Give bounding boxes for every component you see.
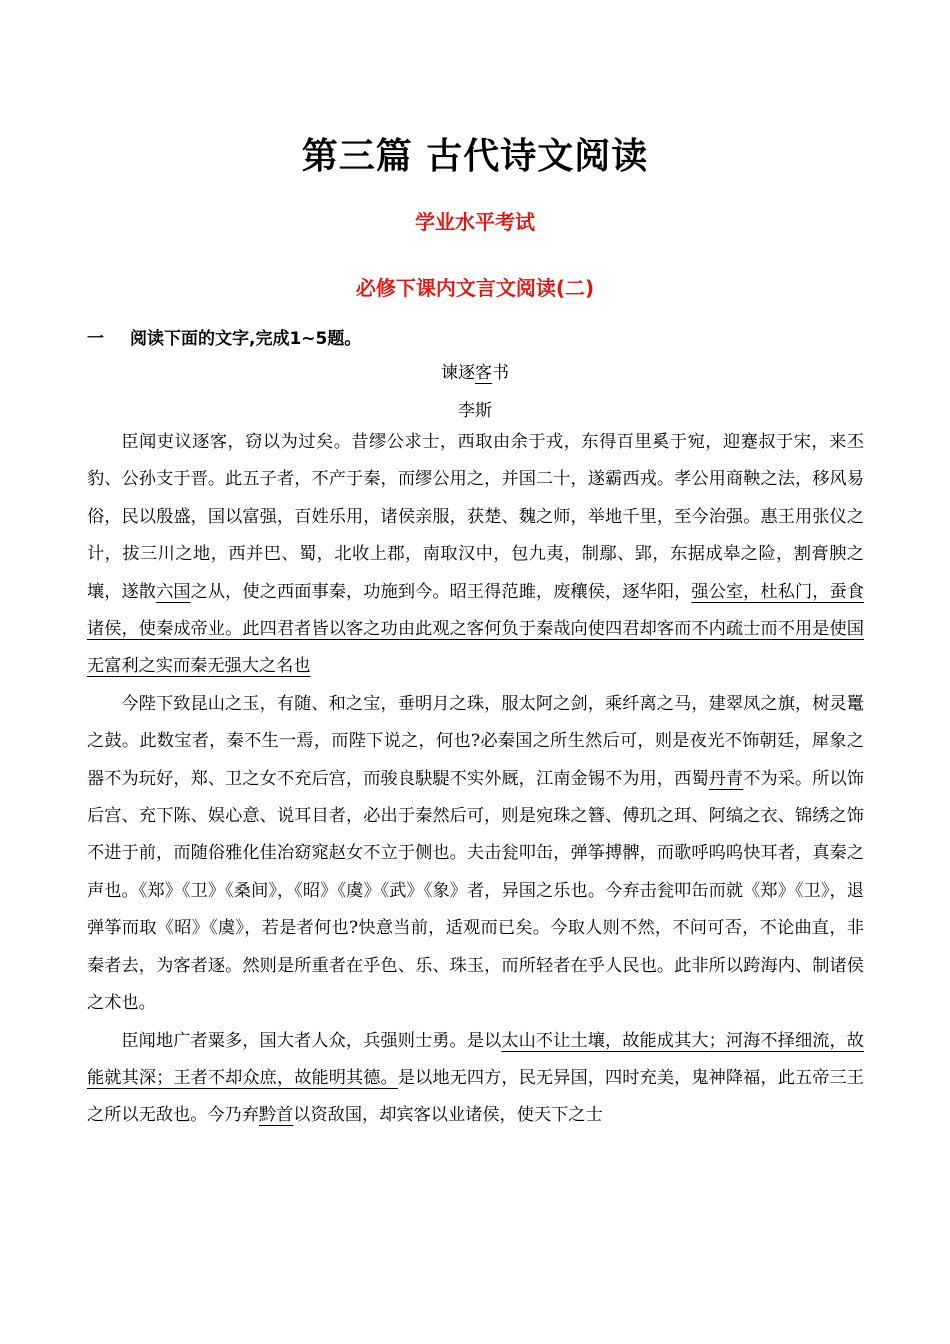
- paragraph-text: 之从，使之西面事秦，功施到今。昭王得范雎，废穰侯，逐华阳，: [190, 581, 692, 602]
- essay-title-pre: 谏逐: [441, 363, 475, 383]
- underlined-passage: 太山不让土壤，故能成其大；河海不择细流，故能就其深；王者不却众庶，故能明其德。: [87, 1030, 864, 1088]
- underlined-phrase: 黔首: [258, 1105, 294, 1126]
- paragraph-text: 今陛下致昆山之玉，有随、和之宝，垂明月之珠，服太阿之剑，乘纤离之马，建翠凤之旗，树灵鼍之鼓。此数宝者，秦不生一焉，而陛下说之，何也?必秦国之所生然后可，则是夜光不饰朝廷，犀象之器不为玩好，郑、卫之女不充后宫，而骏良駃騠不实外厩，江南金锡不为用，西蜀: [87, 693, 864, 789]
- question-instruction: [87, 324, 361, 349]
- paragraph-2: [87, 686, 864, 1023]
- paragraph-text: 臣闻吏议逐客，窃以为过矣。昔缪公求士，西取由余于戎，东得百里奚于宛，迎蹇叔于宋，来丕豹、公孙支于晋。此五子者，不产于秦，而缪公用之，并国二十，遂霸西戎。孝公用商鞅之法，移风易俗，民以殷盛，国以富强，百姓乐用，诸侯亲服，获楚、魏之师，举地千里，至今治强。惠王用张仪之计，拔三川之地，西并巴、蜀，北收上郡，南取汉中，包九夷，制鄢、郢，东据成皋之险，割膏腴之壤，遂散: [87, 432, 864, 602]
- essay-title: [0, 358, 950, 383]
- paragraph-3: [87, 1023, 864, 1135]
- page-title: 第三篇 古代诗文阅读: [301, 136, 649, 177]
- underlined-phrase: 六国: [156, 581, 191, 602]
- essay-title-underlined: 客: [475, 363, 492, 383]
- underlined-phrase: 丹青: [708, 768, 744, 789]
- essay-author: 李斯: [458, 401, 492, 421]
- essay-title-post: 书: [492, 363, 509, 383]
- paragraph-text: 不为采。所以饰后宫、充下陈、娱心意、说耳目者，必出于秦然后可，则是宛珠之簪、傅玑之珥、阿缟之衣、锦绣之饰不进于前，而随俗雅化佳冶窈窕赵女不立于侧也。夫击瓮叩缶，弹筝搏髀，而歌呼呜呜快耳者，真秦之声也。《郑》《卫》《桑间》，《昭》《虞》《武》《象》者，异国之乐也。今弃击瓮叩缶而就《郑》《卫》，退弹筝而取《昭》《虞》，若是者何也?快意当前，适观而已矣。今取人则不然，不问可否，不论曲直，非秦者去，为客者逐。然则是所重者在乎色、乐、珠玉，而所轻者在乎人民也。此非所以跨海内、制诸侯之术也。: [87, 768, 864, 1014]
- question-prompt: 阅读下面的文字,完成1~5题。: [130, 329, 362, 349]
- paragraph-1: [87, 424, 864, 686]
- section-subtitle: 学业水平考试: [415, 210, 535, 234]
- essay-body: [87, 424, 864, 1135]
- unit-subtitle: 必修下课内文言文阅读(二): [355, 276, 595, 300]
- question-number: 一: [87, 329, 104, 349]
- paragraph-text: 以资敌国，却宾客以业诸侯，使天下之士: [293, 1105, 603, 1126]
- paragraph-text: 臣闻地广者粟多，国大者人众，兵强则士勇。是以: [121, 1030, 502, 1051]
- underlined-passage: 强公室，杜私门，蚕食诸侯，使秦成帝业。此四君者皆以客之功由此观之客何负于秦哉向使四君却客而不内疏士而不用是使国无富利之实而秦无强大之名也: [87, 581, 864, 677]
- paragraph-text: 是以地无四方，民无异国，四时充美，鬼神降福，此五帝三王之所以无敌也。今乃弃: [87, 1067, 864, 1126]
